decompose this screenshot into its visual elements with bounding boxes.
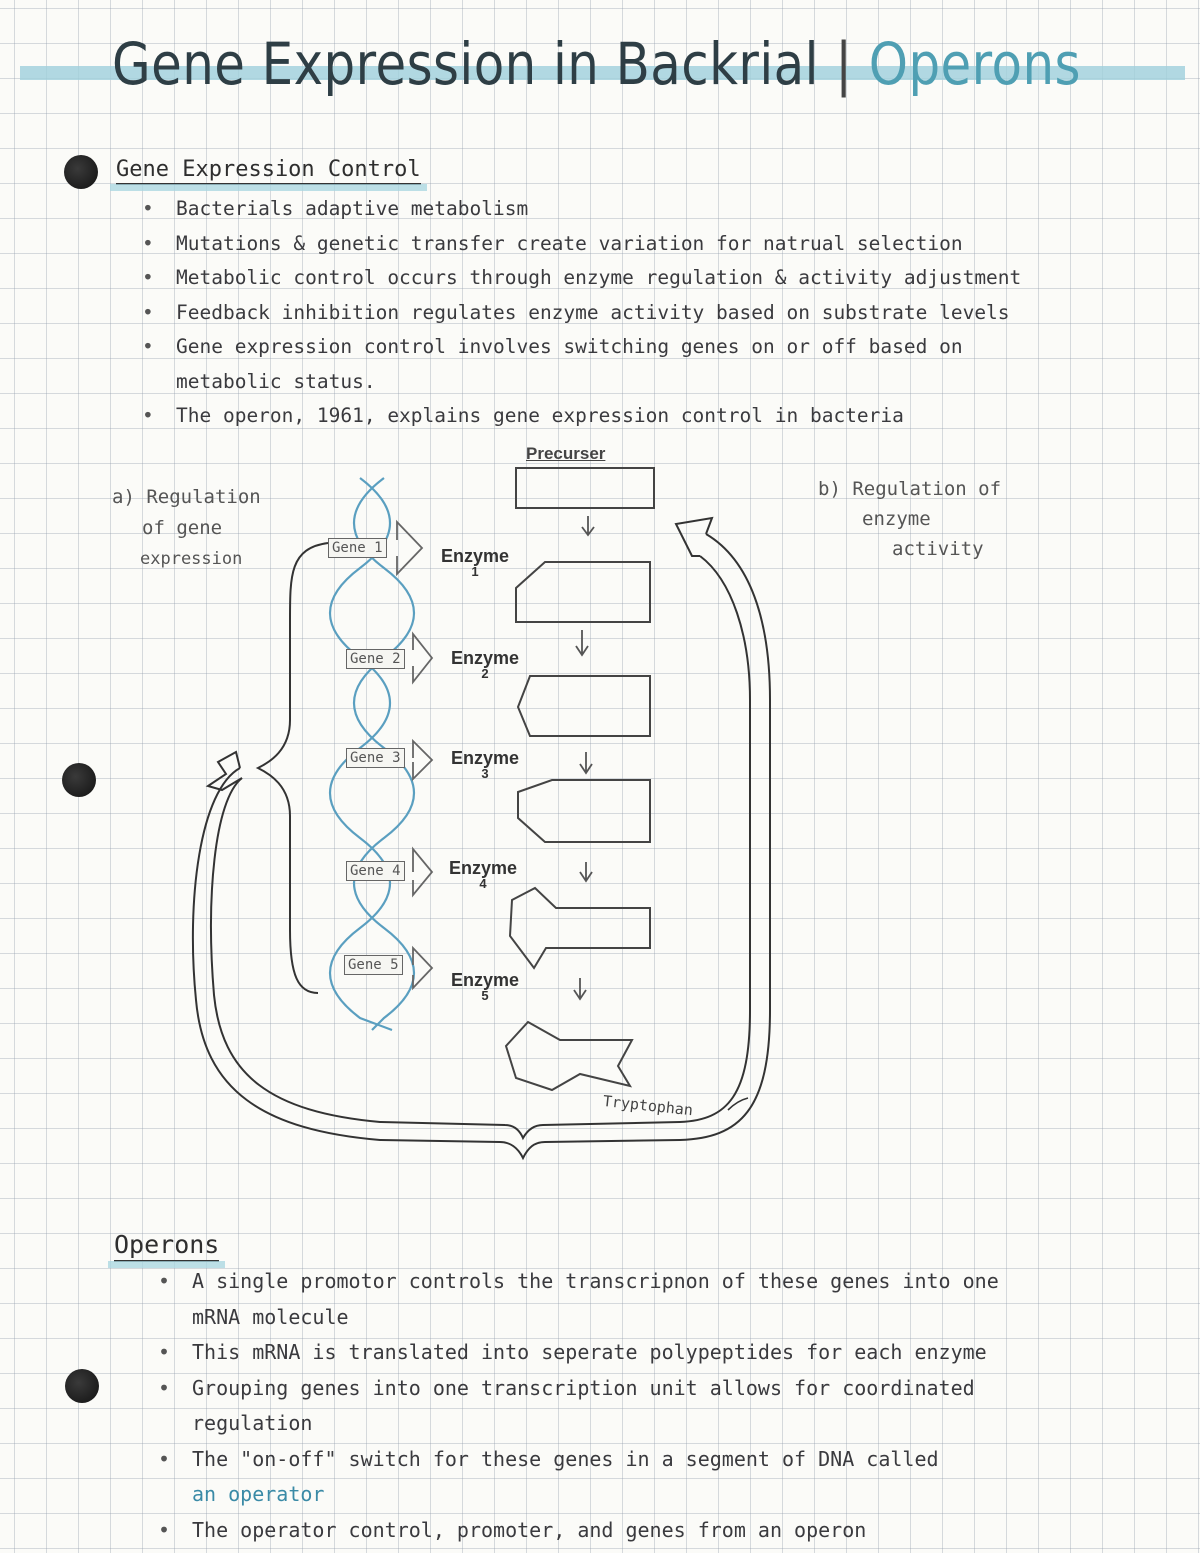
gene-1-label: Gene 1 xyxy=(328,538,387,558)
note-item: • The operon, 1961, explains gene expression control in bacteria xyxy=(176,399,1021,434)
enzyme-5-label xyxy=(440,972,530,1004)
precursor-label: Precurser xyxy=(526,444,606,463)
regulation-b-line: activity xyxy=(892,538,984,560)
regulation-a-line: expression xyxy=(140,549,243,569)
regulation-b-label xyxy=(818,474,1001,564)
note-text: The "on-off" switch for these genes in a segment of DNA called xyxy=(192,1446,939,1471)
note-text: Gene expression control involves switching genes on or off based on xyxy=(176,335,963,358)
regulation-b-line: enzyme xyxy=(862,508,931,530)
page-title: Gene Expression in Backrial | Operons xyxy=(112,30,1081,98)
note-continuation: mRNA molecule xyxy=(192,1304,349,1329)
enzyme-name: Enzyme xyxy=(440,546,510,566)
precursor-box xyxy=(516,468,654,508)
gene-bracket xyxy=(258,543,328,993)
gene-4-label: Gene 4 xyxy=(346,861,405,881)
gene-2-label: Gene 2 xyxy=(346,649,405,669)
section-heading-operons: Operons xyxy=(114,1230,219,1262)
note-item: • Mutations & genetic transfer create variation for natrual selection xyxy=(176,227,1021,262)
enzyme-number: 5 xyxy=(481,988,489,1003)
note-item: • Metabolic control occurs through enzyme regulation & activity adjustment xyxy=(176,261,1021,296)
note-item: • The operator control, promoter, and genes from an operon xyxy=(192,1513,999,1549)
enzyme-name: Enzyme xyxy=(450,648,520,668)
enzyme-2-label xyxy=(440,650,530,682)
enzyme-name: Enzyme xyxy=(450,970,520,990)
enzyme-1-label xyxy=(430,548,520,580)
operon-notes xyxy=(192,1264,999,1548)
enzyme-name: Enzyme xyxy=(448,858,518,878)
enzyme-3-label xyxy=(440,750,530,782)
pathway-arrows xyxy=(574,516,594,999)
regulation-a-label xyxy=(112,482,261,575)
note-item xyxy=(192,1371,999,1442)
note-item xyxy=(192,1442,999,1513)
enzyme-number: 4 xyxy=(479,876,487,891)
note-continuation: regulation xyxy=(192,1411,313,1435)
enzyme-number: 3 xyxy=(481,766,489,781)
title-part-2: Operons xyxy=(868,30,1081,98)
enzyme-name: Enzyme xyxy=(450,748,520,768)
enzyme-4-label xyxy=(438,860,528,892)
note-continuation-highlight: an operator xyxy=(192,1482,325,1506)
note-text: A single promotor controls the transcripnon of these genes into one xyxy=(192,1269,999,1293)
product-label: Tryptophan xyxy=(602,1092,694,1120)
note-item xyxy=(192,1264,999,1335)
note-item: • Bacterials adaptive metabolism xyxy=(176,192,1021,227)
feedback-arrow xyxy=(193,518,770,1158)
regulation-a-line: a) Regulation xyxy=(112,486,261,508)
note-continuation: metabolic status. xyxy=(176,369,376,393)
regulation-b-line: b) Regulation of xyxy=(818,478,1002,500)
gene-3-label: Gene 3 xyxy=(346,748,405,768)
note-text: Grouping genes into one transcription unit allows for coordinated xyxy=(192,1375,975,1400)
note-item: • Feedback inhibition regulates enzyme activity based on substrate levels xyxy=(176,296,1021,331)
regulation-a-line: of gene xyxy=(142,517,223,539)
intermediate-shapes xyxy=(506,562,650,1090)
section-heading-gene-expression-control: Gene Expression Control xyxy=(116,157,421,185)
gene-5-label: Gene 5 xyxy=(344,955,403,975)
title-part-1: Gene Expression in Backrial xyxy=(112,30,819,98)
enzyme-number: 2 xyxy=(481,666,489,681)
note-item: • This mRNA is translated into seperate polypeptides for each enzyme xyxy=(192,1335,999,1371)
enzyme-number: 1 xyxy=(471,564,479,579)
